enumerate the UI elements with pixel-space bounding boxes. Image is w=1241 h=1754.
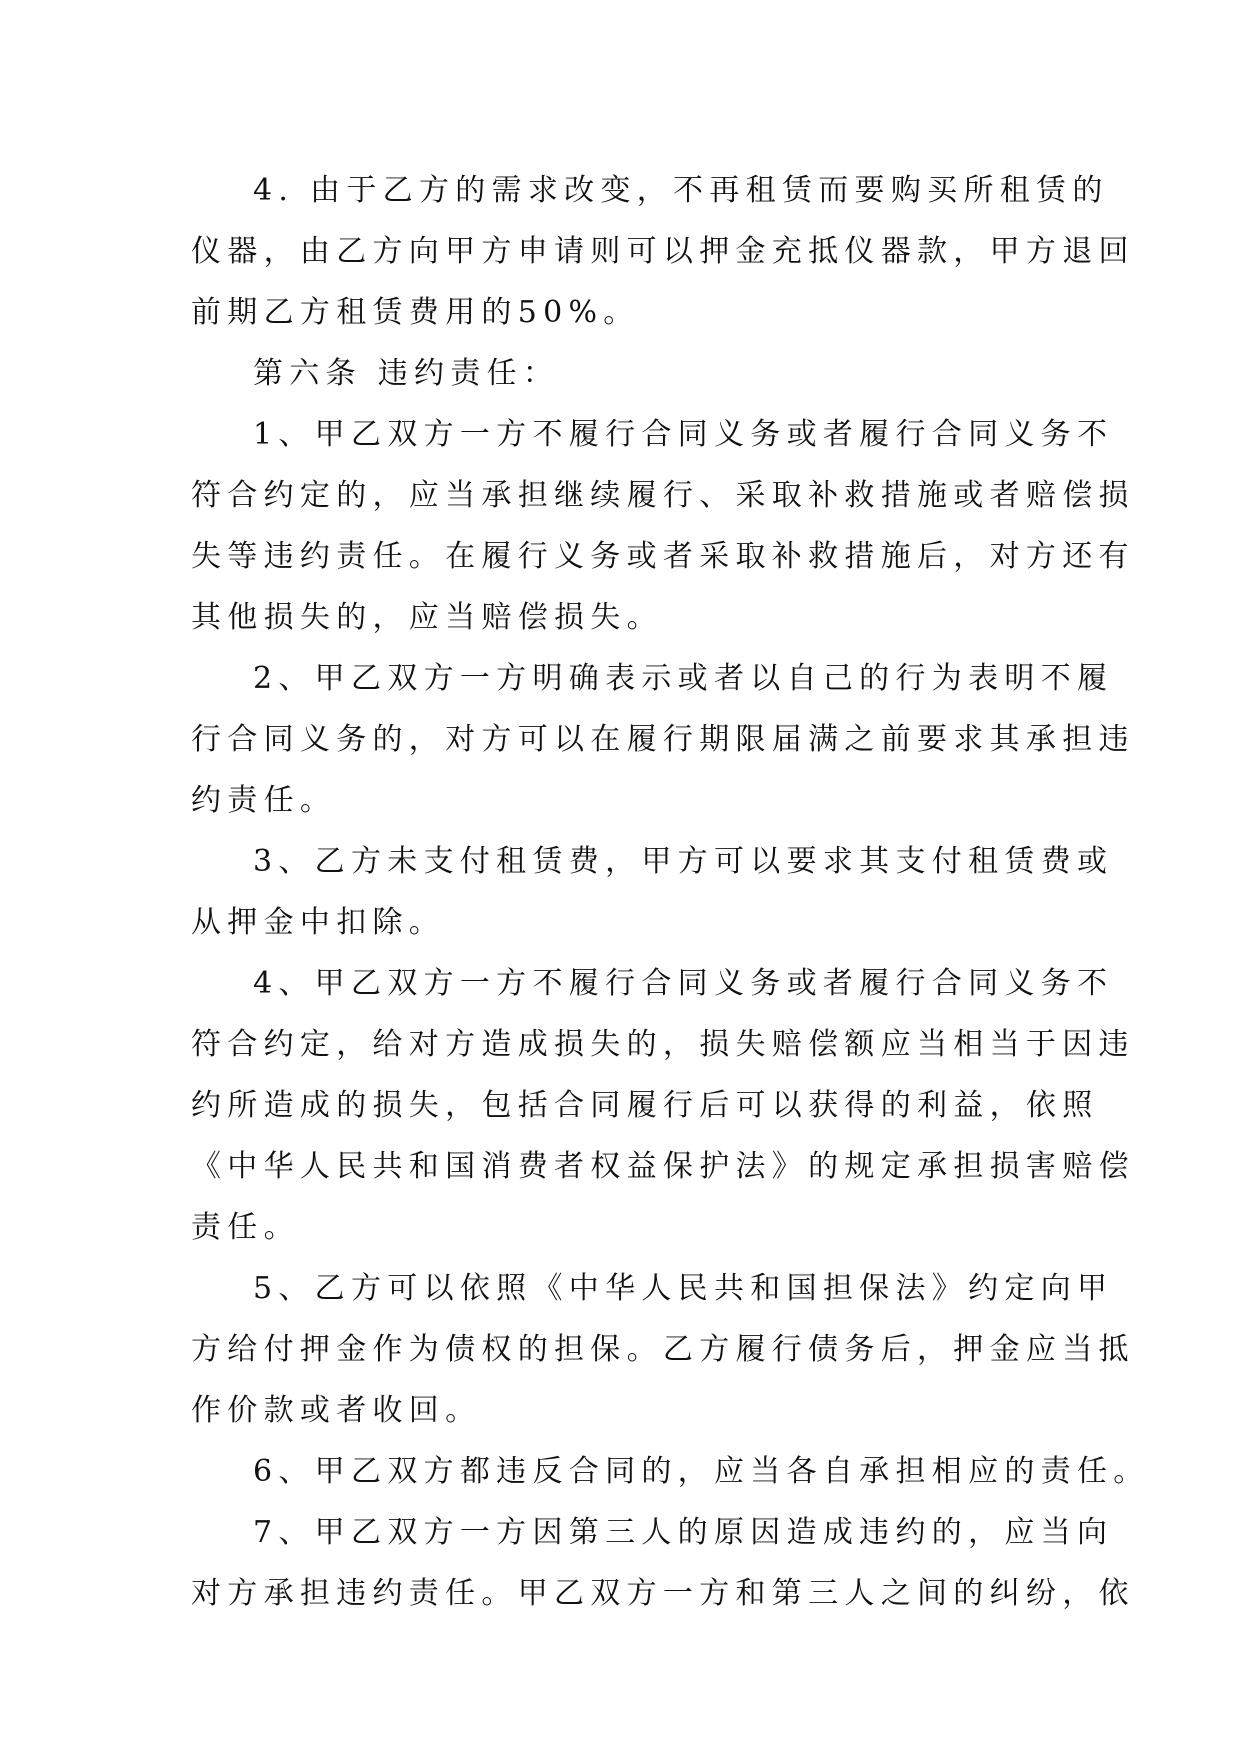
item-4-line-1: 4、甲乙双方一方不履行合同义务或者履行合同义务不	[253, 966, 1114, 1001]
clause-5-item-4-line-2: 仪器，由乙方向甲方申请则可以押金充抵仪器款，甲方退回	[191, 234, 1135, 269]
item-1-line-2: 符合约定的，应当承担继续履行、采取补救措施或者赔偿损	[191, 478, 1135, 513]
item-2-line-3: 约责任。	[191, 783, 337, 818]
item-1-line-1: 1、甲乙双方一方不履行合同义务或者履行合同义务不	[253, 417, 1114, 452]
item-6-line-1: 6、甲乙双方都违反合同的，应当各自承担相应的责任。	[253, 1454, 1150, 1489]
item-4-line-5: 责任。	[191, 1210, 300, 1245]
item-4-line-3: 约所造成的损失，包括合同履行后可以获得的利益，依照	[191, 1088, 1099, 1123]
item-3-line-1: 3、乙方未支付租赁费，甲方可以要求其支付租赁费或	[253, 844, 1114, 879]
item-5-line-1: 5、乙方可以依照《中华人民共和国担保法》约定向甲	[253, 1271, 1114, 1306]
clause-5-item-4-line-3: 前期乙方租赁费用的50%。	[191, 295, 640, 330]
item-7-line-2: 对方承担违约责任。甲乙双方一方和第三人之间的纠纷，依	[191, 1576, 1135, 1611]
document-body	[191, 160, 1150, 1624]
section-heading-article-6: 第六条 违约责任：	[253, 356, 560, 391]
item-4-line-4: 《中华人民共和国消费者权益保护法》的规定承担损害赔偿	[191, 1149, 1135, 1184]
item-5-line-3: 作价款或者收回。	[191, 1393, 482, 1428]
item-4-line-2: 符合约定，给对方造成损失的，损失赔偿额应当相当于因违	[191, 1027, 1135, 1062]
item-2-line-2: 行合同义务的，对方可以在履行期限届满之前要求其承担违	[191, 722, 1135, 757]
item-5-line-2: 方给付押金作为债权的担保。乙方履行债务后，押金应当抵	[191, 1332, 1135, 1367]
clause-5-item-4-line-1: 4. 由于乙方的需求改变，不再租赁而要购买所租赁的	[253, 173, 1109, 208]
item-1-line-3: 失等违约责任。在履行义务或者采取补救措施后，对方还有	[191, 539, 1135, 574]
item-1-line-4: 其他损失的，应当赔偿损失。	[191, 600, 663, 635]
item-3-line-2: 从押金中扣除。	[191, 905, 446, 940]
item-7-line-1: 7、甲乙双方一方因第三人的原因造成违约的，应当向	[253, 1515, 1114, 1550]
item-2-line-1: 2、甲乙双方一方明确表示或者以自己的行为表明不履	[253, 661, 1114, 696]
